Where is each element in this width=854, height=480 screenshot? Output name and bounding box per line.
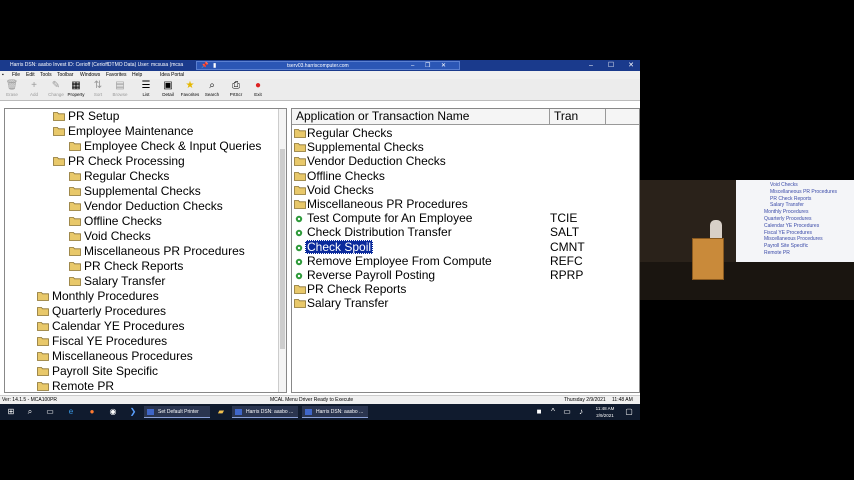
tree-item-label: Calendar YE Procedures bbox=[52, 319, 185, 333]
presenter-video bbox=[640, 180, 854, 300]
folder-icon bbox=[37, 306, 49, 316]
slide-line: Calendar YE Procedures bbox=[764, 222, 820, 229]
list-item[interactable] bbox=[292, 169, 632, 183]
list-item-name: Offline Checks bbox=[307, 168, 385, 183]
toolbar-label: Favorites bbox=[180, 92, 200, 97]
trash-icon: 🗑 bbox=[5, 80, 19, 91]
tree-item-label: Miscellaneous Procedures bbox=[52, 349, 193, 363]
menu-toolbar[interactable]: Toolbar bbox=[57, 72, 74, 78]
folder-icon bbox=[69, 276, 81, 286]
notification-square-icon[interactable]: ■ bbox=[536, 407, 542, 416]
folder-icon bbox=[294, 284, 306, 294]
folder-icon bbox=[69, 216, 81, 226]
folder-icon bbox=[37, 336, 49, 346]
transaction-list[interactable] bbox=[291, 108, 640, 393]
folder-icon bbox=[294, 185, 306, 195]
tree-item-label: PR Check Processing bbox=[68, 154, 185, 168]
firefox-icon[interactable]: ● bbox=[89, 407, 95, 416]
search-button[interactable] bbox=[202, 80, 222, 100]
list-item-name: Regular Checks bbox=[307, 126, 393, 140]
tree-scrollbar[interactable] bbox=[278, 109, 286, 392]
sort-icon: ⇅ bbox=[93, 80, 103, 91]
slide-line: Fiscal YE Procedures bbox=[764, 229, 812, 236]
folder-icon bbox=[69, 186, 81, 196]
list-item[interactable] bbox=[292, 183, 632, 197]
slide-line: Payroll Site Specific bbox=[764, 243, 809, 250]
toolbar-label: Exit bbox=[254, 92, 262, 97]
stage bbox=[640, 262, 854, 300]
chevron-up-icon[interactable]: ^ bbox=[551, 407, 555, 416]
transaction-icon bbox=[294, 242, 304, 252]
slide-line: Monthly Procedures bbox=[764, 209, 809, 216]
toolbar bbox=[0, 79, 640, 101]
remote-session-title: tserv03.harriscomputer.com bbox=[287, 63, 349, 69]
toolbar-label: Detail bbox=[162, 92, 174, 97]
status-version: Ver: 14.1.5 - MCA100PR bbox=[2, 397, 58, 403]
tree-item[interactable] bbox=[37, 289, 159, 304]
star-icon: ★ bbox=[185, 80, 195, 91]
list-item-tran: TCIE bbox=[550, 211, 578, 226]
list-item-name: Test Compute for An Employee bbox=[307, 211, 473, 226]
property-button[interactable] bbox=[66, 80, 86, 100]
tree-item-label: Salary Transfer bbox=[84, 274, 166, 288]
transaction-icon bbox=[294, 270, 304, 280]
folder-icon bbox=[53, 156, 65, 166]
change-button[interactable] bbox=[46, 80, 66, 100]
folder-icon bbox=[37, 381, 49, 391]
volume-icon[interactable]: ♪ bbox=[579, 407, 583, 416]
slide-line: Miscellaneous PR Procedures bbox=[770, 188, 837, 195]
harris-app-window bbox=[0, 60, 640, 404]
list-item[interactable] bbox=[292, 282, 632, 296]
printer-icon: ⎙ bbox=[232, 80, 240, 91]
binoculars-icon: ⌕ bbox=[209, 80, 215, 91]
exit-button[interactable] bbox=[248, 80, 268, 100]
prtscr-button[interactable] bbox=[226, 80, 246, 100]
list-item-name: Check Spoil bbox=[307, 239, 372, 254]
window-close-button[interactable]: ✕ bbox=[628, 62, 634, 69]
toolbar-label: Erase bbox=[6, 92, 18, 97]
menu-edit[interactable]: Edit bbox=[26, 72, 35, 78]
slide-line: Remote PR bbox=[764, 250, 790, 256]
toolbar-label: Browse bbox=[112, 92, 128, 97]
folder-icon bbox=[294, 298, 306, 308]
property-icon: ▦ bbox=[71, 80, 81, 91]
list-item-selected[interactable] bbox=[292, 240, 632, 254]
file-explorer-icon[interactable]: ▰ bbox=[217, 407, 225, 416]
erase-button[interactable] bbox=[2, 80, 22, 100]
list-item[interactable] bbox=[292, 225, 632, 239]
list-item[interactable] bbox=[292, 211, 632, 225]
menu-bar bbox=[0, 71, 640, 79]
slide-line: Salary Transfer bbox=[770, 202, 804, 209]
slide-line: Miscellaneous Procedures bbox=[764, 236, 823, 243]
status-time: 11:48 AM bbox=[612, 397, 633, 403]
projection-screen bbox=[736, 180, 854, 272]
list-button[interactable] bbox=[136, 80, 156, 100]
tree-item[interactable] bbox=[37, 304, 166, 319]
powershell-icon[interactable]: ❯ bbox=[129, 407, 137, 416]
minimize-icon[interactable]: – bbox=[411, 63, 415, 69]
tree-item-label: Vendor Deduction Checks bbox=[84, 199, 223, 213]
tree-item-label: Supplemental Checks bbox=[84, 184, 201, 198]
list-item-name: Void Checks bbox=[307, 182, 374, 197]
menu-windows[interactable]: Windows bbox=[80, 72, 101, 78]
transaction-icon bbox=[294, 256, 304, 266]
list-item-name: Remove Employee From Compute bbox=[307, 253, 492, 268]
tree-item-label: Remote PR bbox=[52, 379, 115, 393]
tree-item[interactable] bbox=[69, 229, 151, 244]
list-item-name: PR Check Reports bbox=[307, 282, 407, 297]
folder-icon bbox=[69, 231, 81, 241]
navigation-tree[interactable] bbox=[4, 108, 287, 393]
tree-item[interactable] bbox=[53, 109, 119, 124]
tree-item[interactable] bbox=[37, 349, 193, 364]
taskbar-app-harris-1[interactable] bbox=[232, 406, 298, 418]
tree-item[interactable] bbox=[53, 124, 193, 139]
detail-button[interactable] bbox=[158, 80, 178, 100]
taskbar-app-label: Harris DSN: aasbo ... bbox=[246, 409, 294, 415]
slide-line: PR Check Reports bbox=[770, 195, 812, 202]
taskbar-app-label: Harris DSN: aasbo ... bbox=[316, 409, 364, 415]
tree-item-label: Quarterly Procedures bbox=[52, 304, 167, 318]
transaction-icon bbox=[294, 213, 304, 223]
list-item-name: Supplemental Checks bbox=[307, 140, 424, 155]
folder-icon bbox=[69, 201, 81, 211]
list-item-tran: RPRP bbox=[550, 268, 584, 282]
folder-icon bbox=[69, 261, 81, 271]
podium bbox=[692, 238, 724, 280]
menu-tools[interactable]: Tools bbox=[40, 72, 52, 78]
restore-icon[interactable]: ❐ bbox=[425, 63, 431, 69]
harris-app-icon bbox=[305, 409, 312, 415]
window-maximize-button[interactable]: ☐ bbox=[607, 62, 615, 69]
windows-taskbar bbox=[0, 404, 640, 420]
toolbar-label: Change bbox=[48, 92, 64, 97]
clock-date: 2/9/2021 bbox=[596, 413, 614, 418]
sort-button[interactable] bbox=[88, 80, 108, 100]
taskbar-app-set-default-printer[interactable] bbox=[144, 406, 210, 418]
tree-item[interactable] bbox=[69, 199, 223, 214]
tree-item[interactable] bbox=[69, 169, 169, 184]
task-view-icon[interactable]: ▭ bbox=[46, 407, 54, 416]
add-icon: + bbox=[31, 80, 37, 91]
folder-icon bbox=[69, 246, 81, 256]
browse-icon: ▤ bbox=[115, 80, 125, 91]
tree-item-label: PR Setup bbox=[68, 109, 120, 123]
folder-icon bbox=[294, 199, 306, 209]
pencil-icon: ✎ bbox=[51, 80, 61, 91]
notification-center-icon[interactable]: ▢ bbox=[625, 407, 633, 416]
chrome-icon[interactable]: ◉ bbox=[109, 407, 117, 416]
app-menu-icon[interactable]: ▪ bbox=[2, 72, 4, 78]
folder-icon bbox=[294, 142, 306, 152]
folder-icon bbox=[294, 156, 306, 166]
tree-scrollbar-thumb[interactable] bbox=[280, 149, 285, 349]
tree-item-label: PR Check Reports bbox=[84, 259, 184, 273]
slide-line: Quarterly Procedures bbox=[764, 216, 812, 222]
status-date: Thursday 2/9/2021 bbox=[564, 397, 606, 403]
tree-item[interactable] bbox=[53, 154, 185, 169]
tree-item-label: Miscellaneous PR Procedures bbox=[84, 244, 245, 258]
list-item-name: Vendor Deduction Checks bbox=[307, 154, 446, 169]
list-item-tran: SALT bbox=[550, 225, 580, 240]
list-item[interactable] bbox=[292, 126, 632, 140]
tree-item[interactable] bbox=[37, 379, 114, 393]
tree-item[interactable] bbox=[37, 319, 185, 334]
folder-icon bbox=[294, 128, 306, 138]
clock-time: 11:48 AM bbox=[595, 406, 615, 411]
remote-session-bar[interactable] bbox=[196, 61, 460, 70]
folder-icon bbox=[37, 351, 49, 361]
add-button[interactable] bbox=[24, 80, 44, 100]
harris-app-icon bbox=[235, 409, 242, 415]
tree-item-label: Regular Checks bbox=[84, 169, 170, 183]
list-item[interactable] bbox=[292, 268, 632, 282]
tree-item[interactable] bbox=[37, 334, 167, 349]
list-item[interactable] bbox=[292, 296, 632, 310]
column-header-tran[interactable]: Tran bbox=[550, 109, 606, 124]
toolbar-label: Property bbox=[67, 92, 85, 97]
printer-app-icon bbox=[147, 409, 154, 415]
edge-icon[interactable]: e bbox=[68, 407, 74, 416]
pin-icon[interactable]: 📌 bbox=[201, 63, 209, 69]
toolbar-label: Sort bbox=[93, 92, 103, 97]
tree-item[interactable] bbox=[69, 214, 162, 229]
status-message: MCAL Menu Driver Ready to Execute bbox=[270, 397, 354, 403]
column-header-name[interactable]: Application or Transaction Name bbox=[292, 109, 550, 124]
close-icon[interactable]: ✕ bbox=[441, 63, 447, 69]
folder-icon bbox=[37, 291, 49, 301]
list-item-name: Check Distribution Transfer bbox=[307, 225, 452, 240]
menu-file[interactable]: File bbox=[12, 72, 21, 78]
list-item-name: Salary Transfer bbox=[307, 296, 389, 311]
status-bar bbox=[0, 395, 640, 404]
tree-item[interactable] bbox=[37, 364, 158, 379]
list-item[interactable] bbox=[292, 154, 632, 168]
tree-item[interactable] bbox=[69, 259, 183, 274]
taskbar-app-harris-2[interactable] bbox=[302, 406, 368, 418]
folder-icon bbox=[37, 321, 49, 331]
list-item-tran: CMNT bbox=[550, 239, 585, 254]
list-item[interactable] bbox=[292, 140, 632, 154]
toolbar-label: List bbox=[142, 92, 150, 97]
start-icon[interactable]: ⊞ bbox=[7, 407, 15, 416]
detail-icon: ▣ bbox=[163, 80, 173, 91]
toolbar-label: PrtScr bbox=[229, 92, 243, 97]
tree-item-label: Offline Checks bbox=[84, 214, 162, 228]
folder-icon bbox=[69, 141, 81, 151]
list-header bbox=[292, 109, 639, 125]
folder-icon bbox=[69, 171, 81, 181]
presenter bbox=[710, 220, 722, 240]
folder-icon bbox=[53, 111, 65, 121]
signal-icon: ▮ bbox=[213, 63, 217, 69]
toolbar-label: Search bbox=[204, 92, 220, 97]
taskbar-app-label: Set Default Printer bbox=[158, 409, 199, 415]
browse-button[interactable] bbox=[110, 80, 130, 100]
list-item[interactable] bbox=[292, 254, 632, 268]
window-minimize-button[interactable]: – bbox=[589, 62, 593, 69]
list-item-name: Reverse Payroll Posting bbox=[307, 268, 436, 282]
tree-item-label: Monthly Procedures bbox=[52, 289, 159, 303]
toolbar-label: Add bbox=[29, 92, 38, 97]
tree-item[interactable] bbox=[69, 244, 245, 259]
tree-item-label: Payroll Site Specific bbox=[52, 364, 159, 378]
list-item[interactable] bbox=[292, 197, 632, 211]
transaction-icon bbox=[294, 227, 304, 237]
menu-favorites[interactable]: Favorites bbox=[106, 72, 127, 78]
tree-item-label: Fiscal YE Procedures bbox=[52, 334, 168, 348]
favorites-button[interactable] bbox=[180, 80, 200, 100]
tree-item-label: Employee Check & Input Queries bbox=[84, 139, 262, 153]
tree-item[interactable] bbox=[69, 184, 201, 199]
tree-item[interactable] bbox=[69, 274, 165, 289]
list-item-tran: REFC bbox=[550, 253, 583, 268]
menu-help[interactable]: Help bbox=[132, 72, 143, 78]
exit-icon: ● bbox=[254, 80, 262, 91]
window-title: Harris DSN: aasbo Invest ID: Cerioff (CerioffDTMO Data) User: mcsusa (mcsa bbox=[10, 62, 184, 68]
tree-item[interactable] bbox=[69, 139, 261, 154]
search-icon[interactable]: ⌕ bbox=[27, 407, 33, 416]
idea-portal-link[interactable]: Idea Portal bbox=[160, 72, 185, 78]
list-icon: ☰ bbox=[141, 80, 151, 91]
network-icon[interactable]: ▭ bbox=[563, 407, 571, 416]
tree-item-label: Employee Maintenance bbox=[68, 124, 194, 138]
folder-icon bbox=[53, 126, 65, 136]
folder-icon bbox=[37, 366, 49, 376]
slide-line: Void Checks bbox=[770, 182, 798, 188]
tree-item-label: Void Checks bbox=[84, 229, 151, 243]
taskbar-clock[interactable] bbox=[592, 405, 618, 419]
folder-icon bbox=[294, 171, 306, 181]
list-item-name: Miscellaneous PR Procedures bbox=[307, 197, 468, 211]
title-bar[interactable] bbox=[0, 60, 640, 71]
